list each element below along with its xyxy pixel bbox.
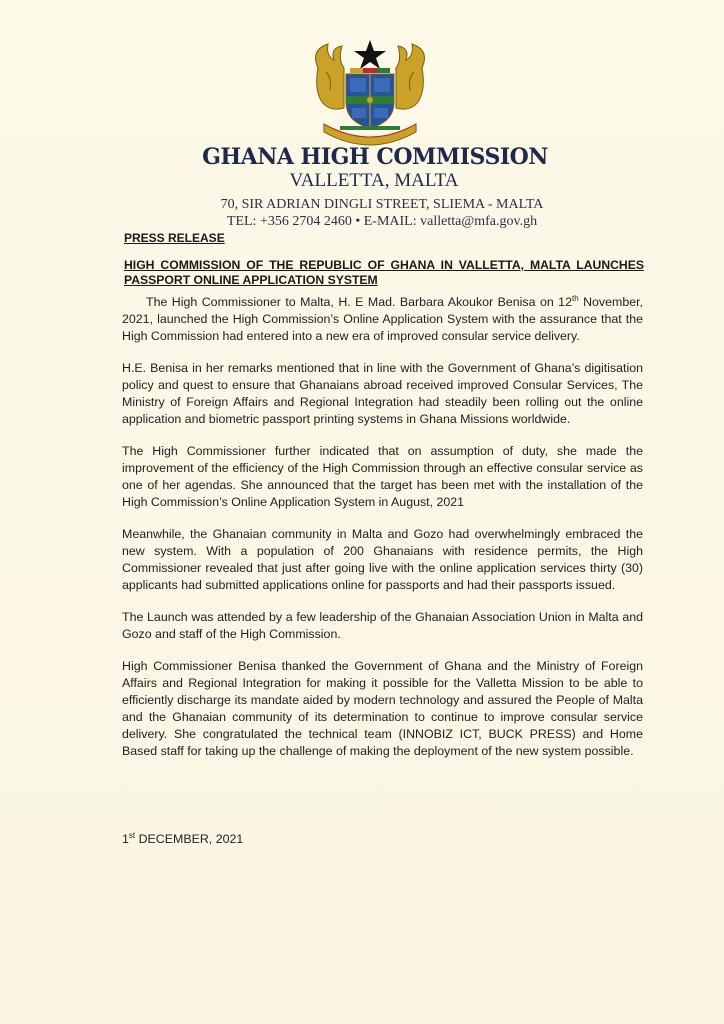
- paragraph-5: The Launch was attended by a few leadership of the Ghanaian Association Union in Malta and Gozo and staff of the High Commission.: [122, 610, 643, 641]
- organization-contact: TEL: +356 2704 2460 • E-MAIL: valletta@mfa.gov.gh: [226, 214, 538, 229]
- paragraph-6: High Commissioner Benisa thanked the Government of Ghana and the Ministry of Foreign Affairs and Regional Integration for making it possible for the Valletta Mission to be able to efficiently discharge its mandate aided by modern technology and assured the People of Malta and the Ghanaian community of its determination to continue to improve consular service delivery. She congratulated the technical team (INNOBIZ ICT, BUCK PRESS) and Home Based staff for taking up the challenge of making the deployment of the new system possible.: [122, 659, 643, 758]
- paragraph-1: The High Commissioner to Malta, H. E Mad. Barbara Akoukor Benisa on 12th November, 2021, launched the High Commission’s Online Application System with the assurance that the High Commission had entered into a new era of improved consular service delivery.: [122, 293, 644, 343]
- release-date: 1st DECEMBER, 2021: [122, 830, 244, 846]
- press-release-body: [122, 294, 643, 775]
- organization-city: VALLETTA, MALTA: [289, 170, 459, 191]
- press-release-label: PRESS RELEASE: [124, 231, 225, 245]
- paragraph-2: H.E. Benisa in her remarks mentioned that in line with the Government of Ghana’s digitisation policy and quest to ensure that Ghanaians abroad received improved Consular Services, The Ministry of Foreign Affairs and Regional Integration had steadily been rolling out the online application and biometric passport printing systems in Ghana Missions worldwide.: [122, 361, 643, 426]
- press-release-headline: HIGH COMMISSION OF THE REPUBLIC OF GHANA IN VALLETTA, MALTA LAUNCHES PASSPORT ONLINE APPLICATION SYSTEM: [124, 258, 644, 287]
- ghana-coat-of-arms-icon: [300, 38, 440, 146]
- organization-address: 70, SIR ADRIAN DINGLI STREET, SLIEMA - MALTA: [220, 197, 544, 212]
- organization-title: GHANA HIGH COMMISSION: [202, 144, 548, 170]
- paragraph-4: Meanwhile, the Ghanaian community in Malta and Gozo had overwhelmingly embraced the new system. With a population of 200 Ghanaians with residence permits, the High Commissioner revealed that just after going live with the online application services thirty (30) applicants had submitted applications online for passports and had their passports issued.: [122, 527, 643, 592]
- paragraph-3: The High Commissioner further indicated that on assumption of duty, she made the improvement of the efficiency of the High Commission through an effective consular service as one of her agendas. She announced that the target has been met with the installation of the High Commission’s Online Application System in August, 2021: [122, 444, 643, 509]
